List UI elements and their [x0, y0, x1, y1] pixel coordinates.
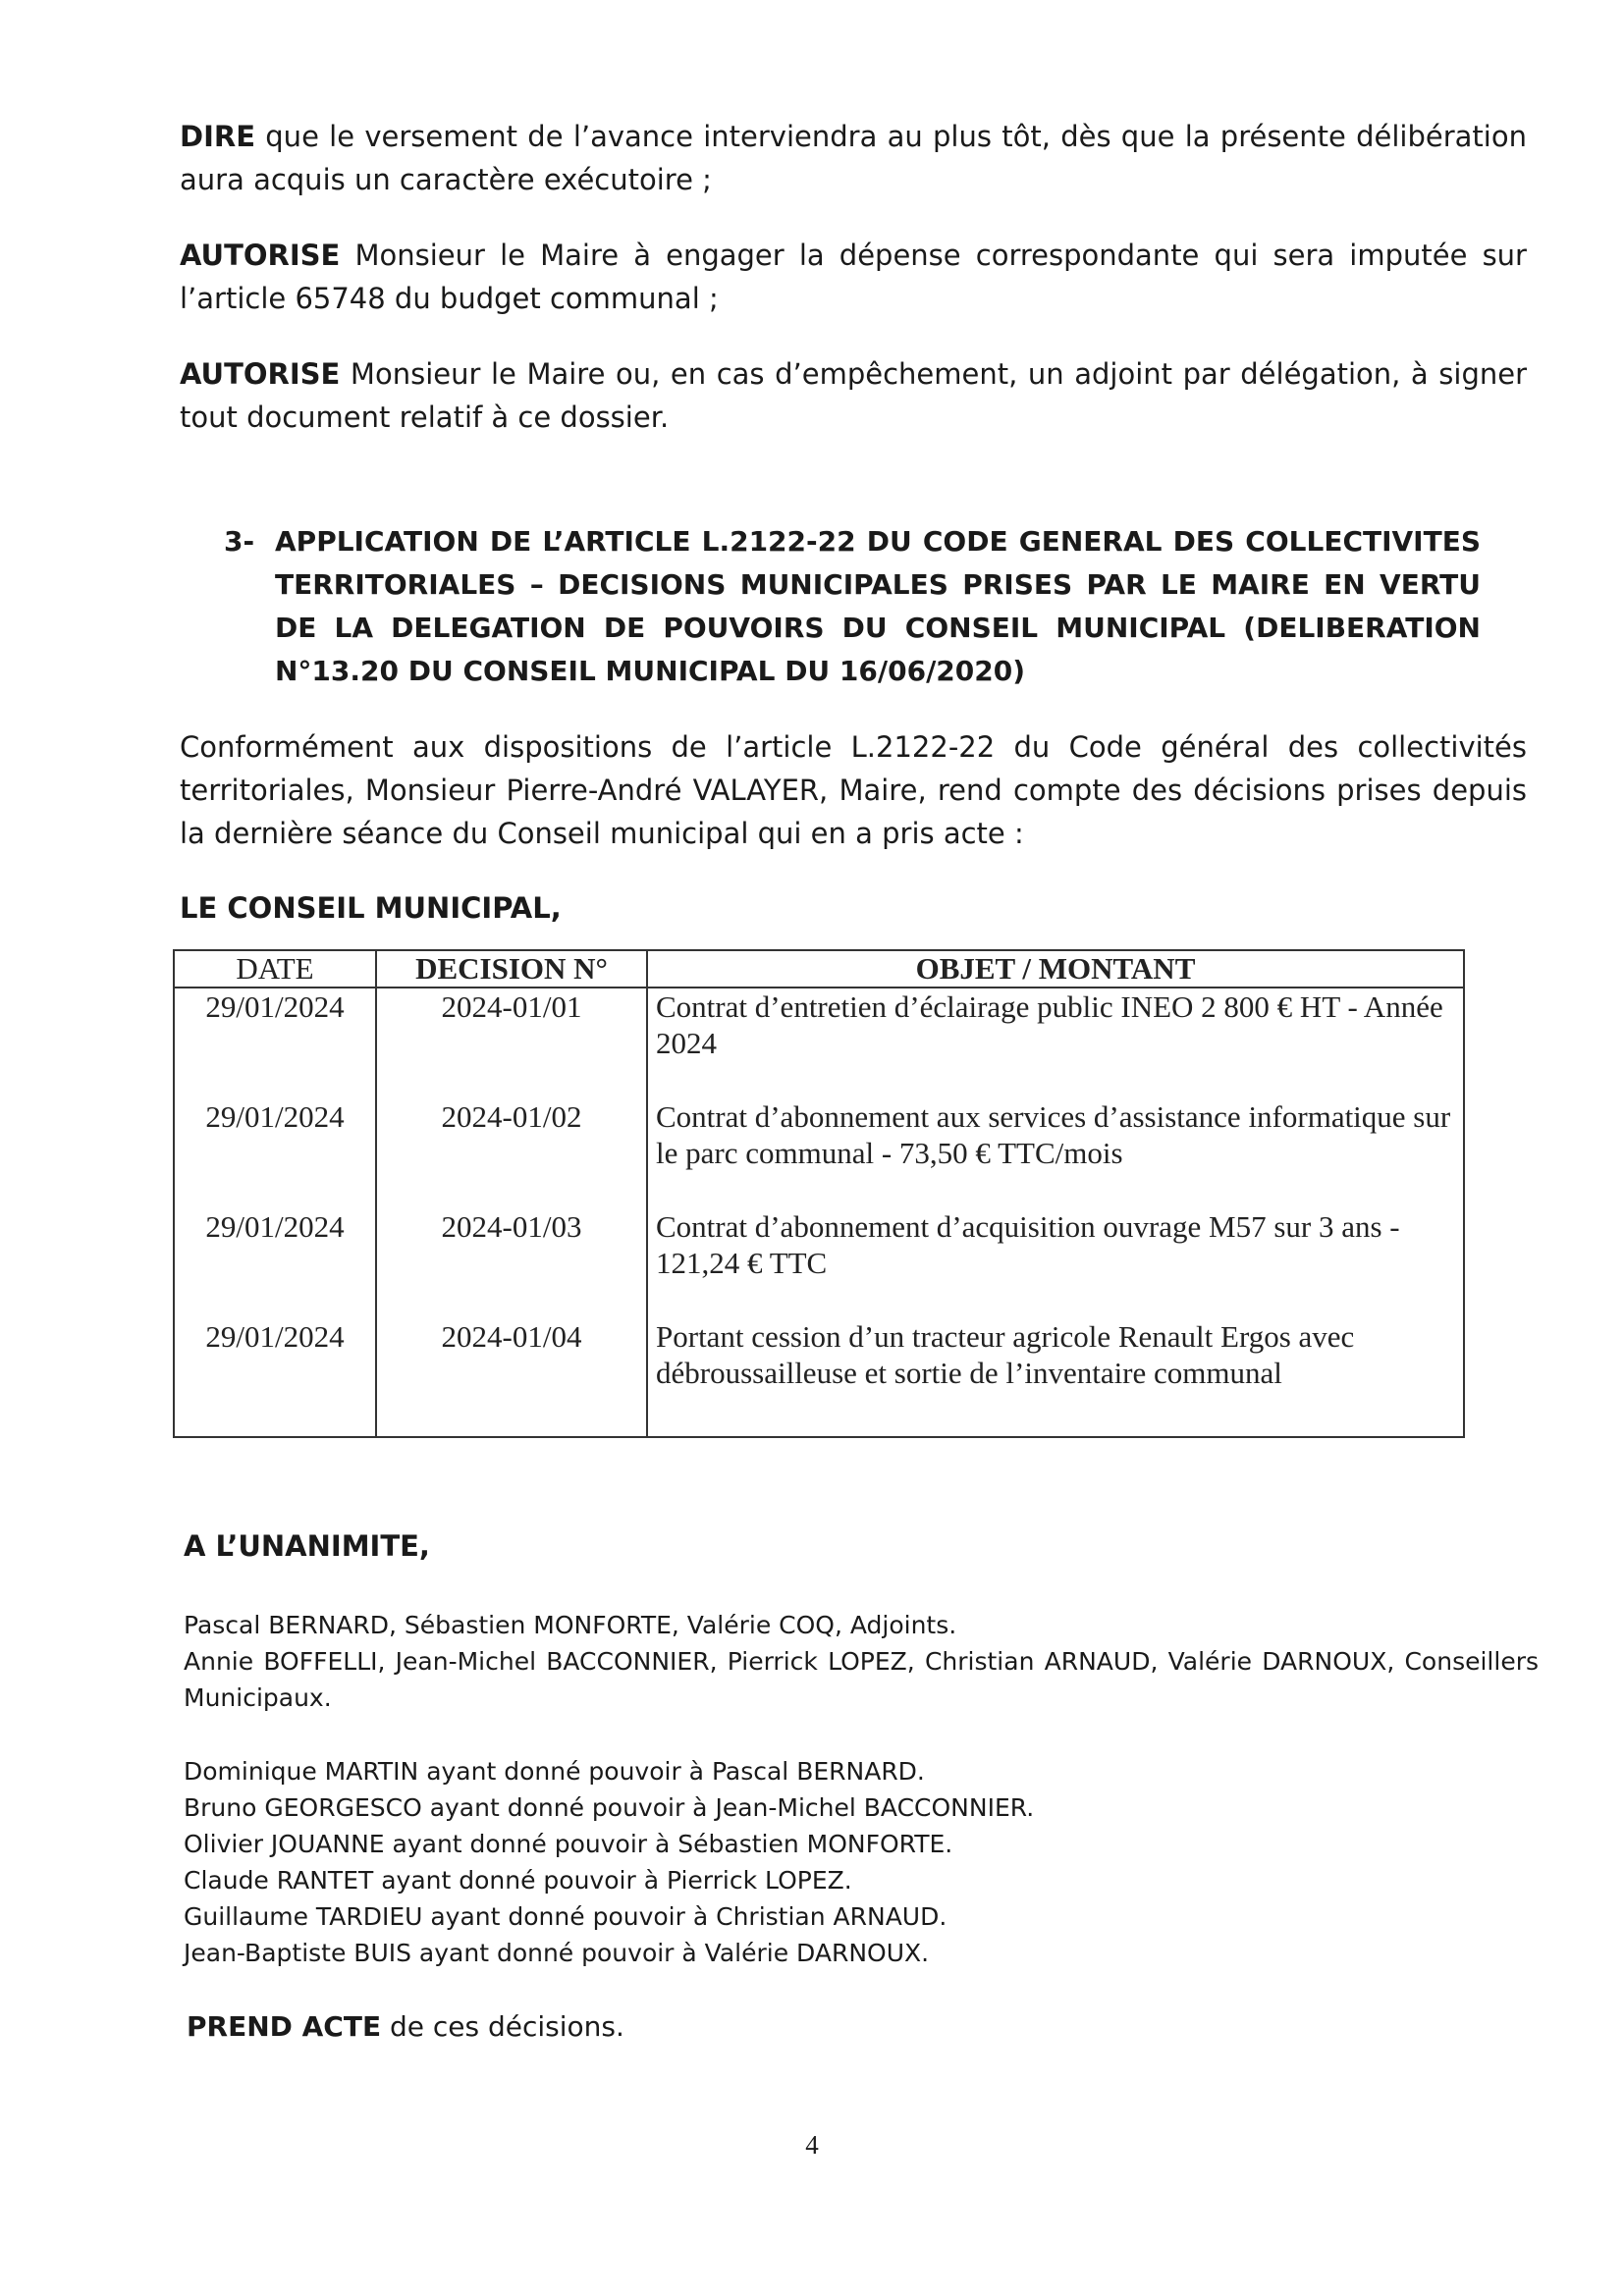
table-row	[174, 988, 1464, 1098]
section-title: APPLICATION DE L’ARTICLE L.2122-22 DU CODE GENERAL DES COLLECTIVITES TERRITORIALES – DECISIONS MUNICIPALES PRISES PAR LE MAIRE EN VERTU DE LA DELEGATION DE POUVOIRS DU CONSEIL MUNICIPAL (DELIBERATION N°13.20 DU CONSEIL MUNICIPAL DU 16/06/2020)	[275, 525, 1481, 687]
keyword-dire: DIRE	[180, 120, 256, 153]
conclusion	[187, 2005, 1534, 2049]
table-header-row	[174, 950, 1464, 988]
header-object-amount: OBJET / MONTANT	[647, 950, 1464, 988]
paragraph-autorise-signature	[180, 352, 1527, 439]
section-number: 3-	[224, 525, 255, 558]
cell-object: Portant cession d’un tracteur agricole Renault Ergos avec débroussailleuse et sortie de l’inventaire communal	[647, 1318, 1464, 1437]
proxy-item: Guillaume TARDIEU ayant donné pouvoir à Christian ARNAUD.	[184, 1902, 947, 1931]
council-heading: LE CONSEIL MUNICIPAL,	[180, 891, 562, 925]
conclusion-text: de ces décisions.	[381, 2010, 624, 2043]
unanimity-heading: A L’UNANIMITE,	[184, 1529, 430, 1563]
paragraph-autorise-depense	[180, 234, 1527, 320]
header-date: DATE	[174, 950, 376, 988]
attendees-adjoints: Pascal BERNARD, Sébastien MONFORTE, Valérie COQ, Adjoints.	[184, 1611, 957, 1639]
attendees-councillors: Annie BOFFELLI, Jean-Michel BACCONNIER, Pierrick LOPEZ, Christian ARNAUD, Valérie DARNOUX, Conseillers Municipaux.	[184, 1647, 1539, 1712]
paragraph-dire	[180, 115, 1527, 201]
cell-date: 29/01/2024	[174, 1318, 376, 1437]
decisions-table	[173, 949, 1465, 1438]
cell-object: Contrat d’entretien d’éclairage public INEO 2 800 € HT - Année 2024	[647, 988, 1464, 1098]
proxy-item: Claude RANTET ayant donné pouvoir à Pierrick LOPEZ.	[184, 1866, 852, 1895]
cell-object: Contrat d’abonnement aux services d’assistance informatique sur le parc communal - 73,50 € TTC/mois	[647, 1098, 1464, 1208]
section-heading	[224, 520, 1481, 693]
table-row	[174, 1318, 1464, 1437]
table-row	[174, 1208, 1464, 1318]
keyword-autorise: AUTORISE	[180, 357, 341, 391]
proxies-list	[184, 1753, 1539, 1971]
attendees-list	[184, 1607, 1539, 1716]
header-decision-number: DECISION N°	[376, 950, 647, 988]
proxy-item: Dominique MARTIN ayant donné pouvoir à Pascal BERNARD.	[184, 1757, 925, 1786]
keyword-prend-acte: PREND ACTE	[187, 2010, 382, 2043]
cell-date: 29/01/2024	[174, 1098, 376, 1208]
cell-decision-number: 2024-01/04	[376, 1318, 647, 1437]
cell-date: 29/01/2024	[174, 988, 376, 1098]
proxy-item: Bruno GEORGESCO ayant donné pouvoir à Jean-Michel BACCONNIER.	[184, 1793, 1035, 1822]
table-row	[174, 1098, 1464, 1208]
cell-decision-number: 2024-01/03	[376, 1208, 647, 1318]
paragraph-autorise-signature-text: Monsieur le Maire ou, en cas d’empêchement, un adjoint par délégation, à signer tout document relatif à ce dossier.	[180, 357, 1527, 434]
cell-decision-number: 2024-01/01	[376, 988, 647, 1098]
cell-decision-number: 2024-01/02	[376, 1098, 647, 1208]
intro-paragraph: Conformément aux dispositions de l’article L.2122-22 du Code général des collectivités territoriales, Monsieur Pierre-André VALAYER, Maire, rend compte des décisions prises depuis la dernière séance du Conseil municipal qui en a pris acte :	[180, 730, 1527, 850]
proxy-item: Jean-Baptiste BUIS ayant donné pouvoir à Valérie DARNOUX.	[184, 1939, 930, 1967]
page-number: 4	[805, 2130, 819, 2160]
cell-object: Contrat d’abonnement d’acquisition ouvrage M57 sur 3 ans - 121,24 € TTC	[647, 1208, 1464, 1318]
cell-date: 29/01/2024	[174, 1208, 376, 1318]
paragraph-autorise-depense-text: Monsieur le Maire à engager la dépense correspondante qui sera imputée sur l’article 65748 du budget communal ;	[180, 239, 1527, 315]
paragraph-dire-text: que le versement de l’avance interviendra au plus tôt, dès que la présente délibération aura acquis un caractère exécutoire ;	[180, 120, 1527, 196]
keyword-autorise: AUTORISE	[180, 239, 341, 272]
proxy-item: Olivier JOUANNE ayant donné pouvoir à Sébastien MONFORTE.	[184, 1830, 953, 1858]
